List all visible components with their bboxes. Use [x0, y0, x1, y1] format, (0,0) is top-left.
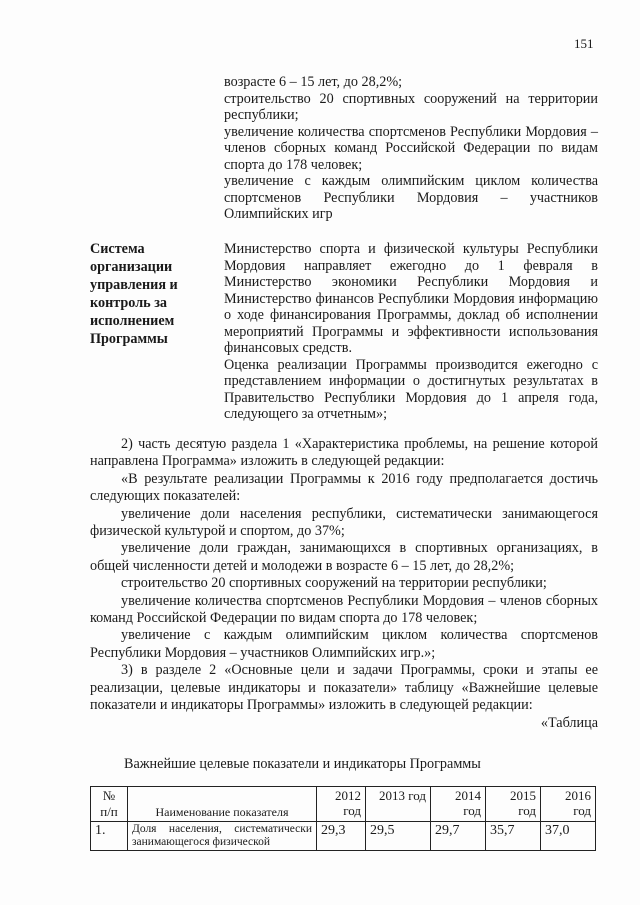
header-number	[91, 787, 128, 822]
top-line-4: увеличение с каждым олимпийским циклом количества спортсменов Республики Мордовия – участников Олимпийских игр	[224, 173, 598, 222]
row-value: 29,5	[366, 822, 431, 851]
row-number: 1.	[91, 822, 128, 851]
table-label: «Таблица	[540, 714, 598, 731]
year-top: 2016	[565, 788, 591, 803]
side-heading-line: контроль за	[90, 295, 167, 311]
body-paragraph: увеличение количества спортсменов Республики Мордовия – членов сборных команд Российской Федерации по видам спорта до 178 человек;	[90, 592, 598, 627]
header-name: Наименование показателя	[128, 787, 317, 822]
side-heading-line: организации	[90, 259, 173, 275]
body-paragraph: 3) в разделе 2 «Основные цели и задачи Программы, сроки и этапы ее реализации, целевые индикаторы и показатели» таблицу «Важнейшие целевые показатели и индикаторы Программы» изложить в следующей редакции:	[90, 662, 598, 714]
header-year	[486, 787, 541, 822]
header-number-bottom: п/п	[100, 804, 118, 819]
row-name: Доля населения, систематически занимающегося физической	[128, 822, 317, 851]
year-bottom: год	[573, 803, 591, 818]
top-line-1: возрасте 6 – 15 лет, до 28,2%;	[224, 74, 403, 90]
side-paragraph-2: Оценка реализации Программы производится ежегодно с представлением информации о достигнутых результатах в Правительство Республики Мордовия до 1 апреля года, следующего за отчетным»;	[224, 356, 598, 422]
indicators-table	[90, 786, 596, 851]
row-value: 29,3	[317, 822, 366, 851]
body-paragraph: 2) часть десятую раздела 1 «Характеристика проблемы, на решение которой направлена Программа» изложить в следующей редакции:	[90, 436, 598, 470]
body-paragraph: строительство 20 спортивных сооружений на территории республики;	[121, 575, 547, 592]
year-top: 2012	[335, 788, 361, 803]
year-bottom: год	[343, 803, 361, 818]
body-paragraph: увеличение доли граждан, занимающихся в спортивных организациях, в общей численности детей и молодежи в возрасте 6 – 15 лет, до 28,2%;	[90, 540, 598, 574]
table-row	[91, 822, 596, 851]
body-text	[90, 436, 598, 732]
body-paragraph: «В результате реализации Программы к 2016 году предполагается достичь следующих показателей:	[90, 470, 598, 505]
side-paragraph-1: Министерство спорта и физической культуры Республики Мордовия направляет ежегодно до 1 февраля в Министерство экономики Республики Мордовия и Министерство финансов Республики Мордовия информацию о ходе финансирования Программы, доклад об исполнении мероприятий Программы и эффективности использования финансовых средств.	[224, 241, 598, 356]
top-line-3: увеличение количества спортсменов Республики Мордовия – членов сборных команд Российской Федерации по видам спорта до 178 человек;	[224, 123, 598, 173]
header-year	[366, 787, 431, 822]
side-heading-line: Программы	[90, 331, 168, 347]
header-number-top: №	[102, 788, 116, 803]
header-year	[317, 787, 366, 822]
year-bottom: год	[463, 803, 481, 818]
side-heading	[90, 240, 215, 348]
row-value: 29,7	[431, 822, 486, 851]
side-heading-line: управления и	[90, 277, 178, 293]
row-value: 37,0	[541, 822, 596, 851]
year-top: 2015	[510, 788, 536, 803]
year-bottom: год	[518, 803, 536, 818]
header-year	[431, 787, 486, 822]
body-paragraph: увеличение доли населения республики, систематически занимающегося физической культурой и спортом, до 37%;	[90, 505, 598, 540]
row-value: 35,7	[486, 822, 541, 851]
year-top: 2013 год	[379, 788, 426, 803]
page-number: 151	[574, 36, 594, 51]
body-paragraph: увеличение с каждым олимпийским циклом количества спортсменов Республики Мордовия – участников Олимпийских игр.»;	[90, 627, 598, 661]
header-year	[541, 787, 596, 822]
side-block	[224, 241, 598, 423]
year-top: 2014	[455, 788, 481, 803]
top-block	[224, 74, 598, 223]
table-header-row	[91, 787, 596, 822]
side-heading-line: Система	[90, 241, 145, 257]
side-heading-line: исполнением	[90, 313, 175, 329]
table-caption: Важнейшие целевые показатели и индикаторы Программы	[124, 756, 481, 772]
top-line-2: строительство 20 спортивных сооружений на территории республики;	[224, 90, 598, 123]
